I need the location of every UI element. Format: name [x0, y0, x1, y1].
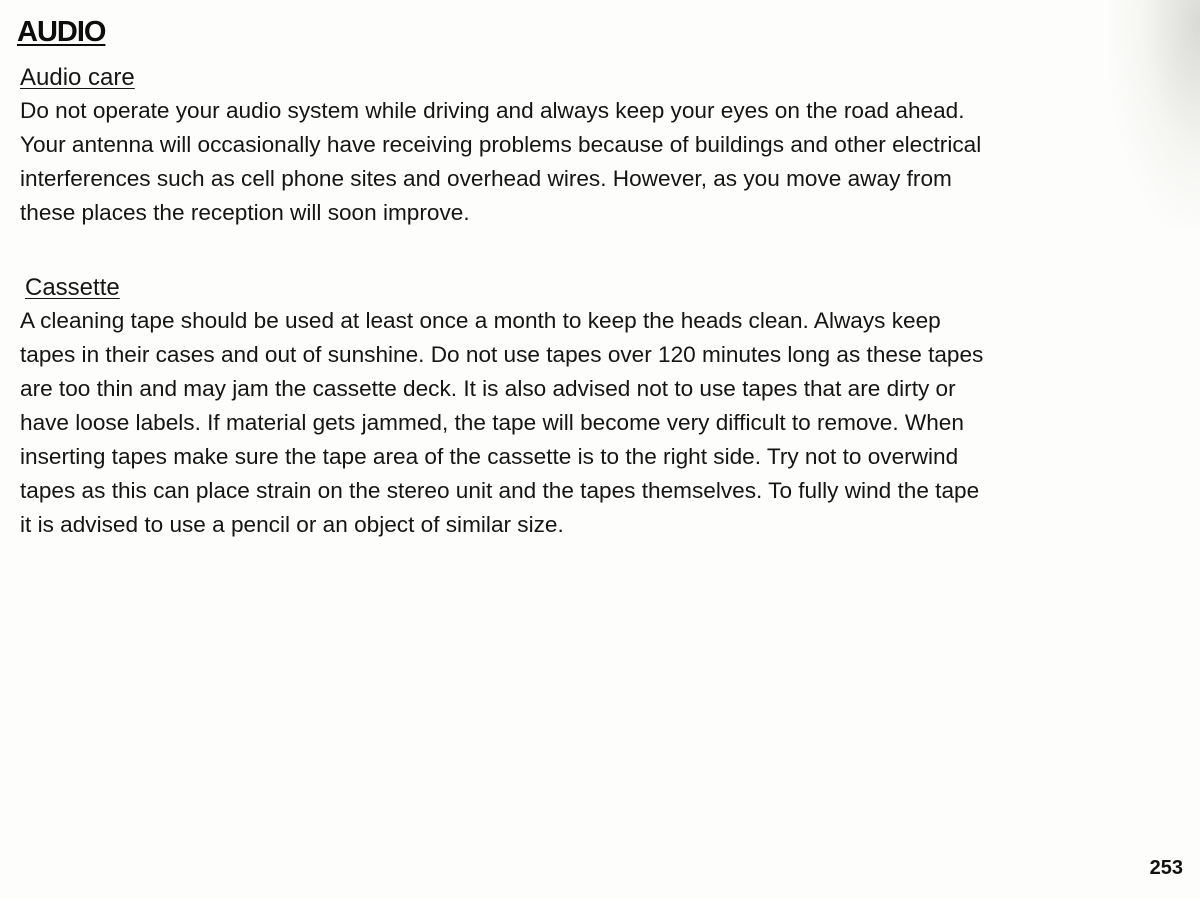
text-line: interferences such as cell phone sites and overhead wires. However, as you move away from: [20, 166, 952, 191]
section-heading-cassette: Cassette: [25, 274, 120, 301]
section-audio-care: [20, 64, 1120, 230]
text-line: these places the reception will soon improve.: [20, 200, 470, 225]
text-line: tapes in their cases and out of sunshine. Do not use tapes over 120 minutes long as these tapes: [20, 342, 984, 367]
text-line: Your antenna will occasionally have receiving problems because of buildings and other electrical: [20, 132, 982, 157]
text-line: A cleaning tape should be used at least once a month to keep the heads clean. Always keep: [20, 308, 941, 333]
page-number: 253: [1149, 857, 1183, 879]
text-line: inserting tapes make sure the tape area of the cassette is to the right side. Try not to overwind: [20, 444, 959, 469]
text-line: are too thin and may jam the cassette deck. It is also advised not to use tapes that are dirty or: [20, 376, 956, 401]
page-title: AUDIO: [17, 16, 106, 48]
section-heading-audio-care: Audio care: [20, 64, 135, 91]
paragraph-cassette: [20, 304, 1120, 542]
section-cassette: [20, 274, 1120, 542]
page-edge-shadow: [1110, 0, 1200, 230]
text-line: Do not operate your audio system while driving and always keep your eyes on the road ahead.: [20, 98, 965, 123]
text-line: have loose labels. If material gets jammed, the tape will become very difficult to remove. When: [20, 410, 964, 435]
text-line: tapes as this can place strain on the stereo unit and the tapes themselves. To fully wind the tape: [20, 478, 980, 503]
text-line: it is advised to use a pencil or an object of similar size.: [20, 512, 564, 537]
paragraph-audio-care: [20, 94, 1120, 230]
